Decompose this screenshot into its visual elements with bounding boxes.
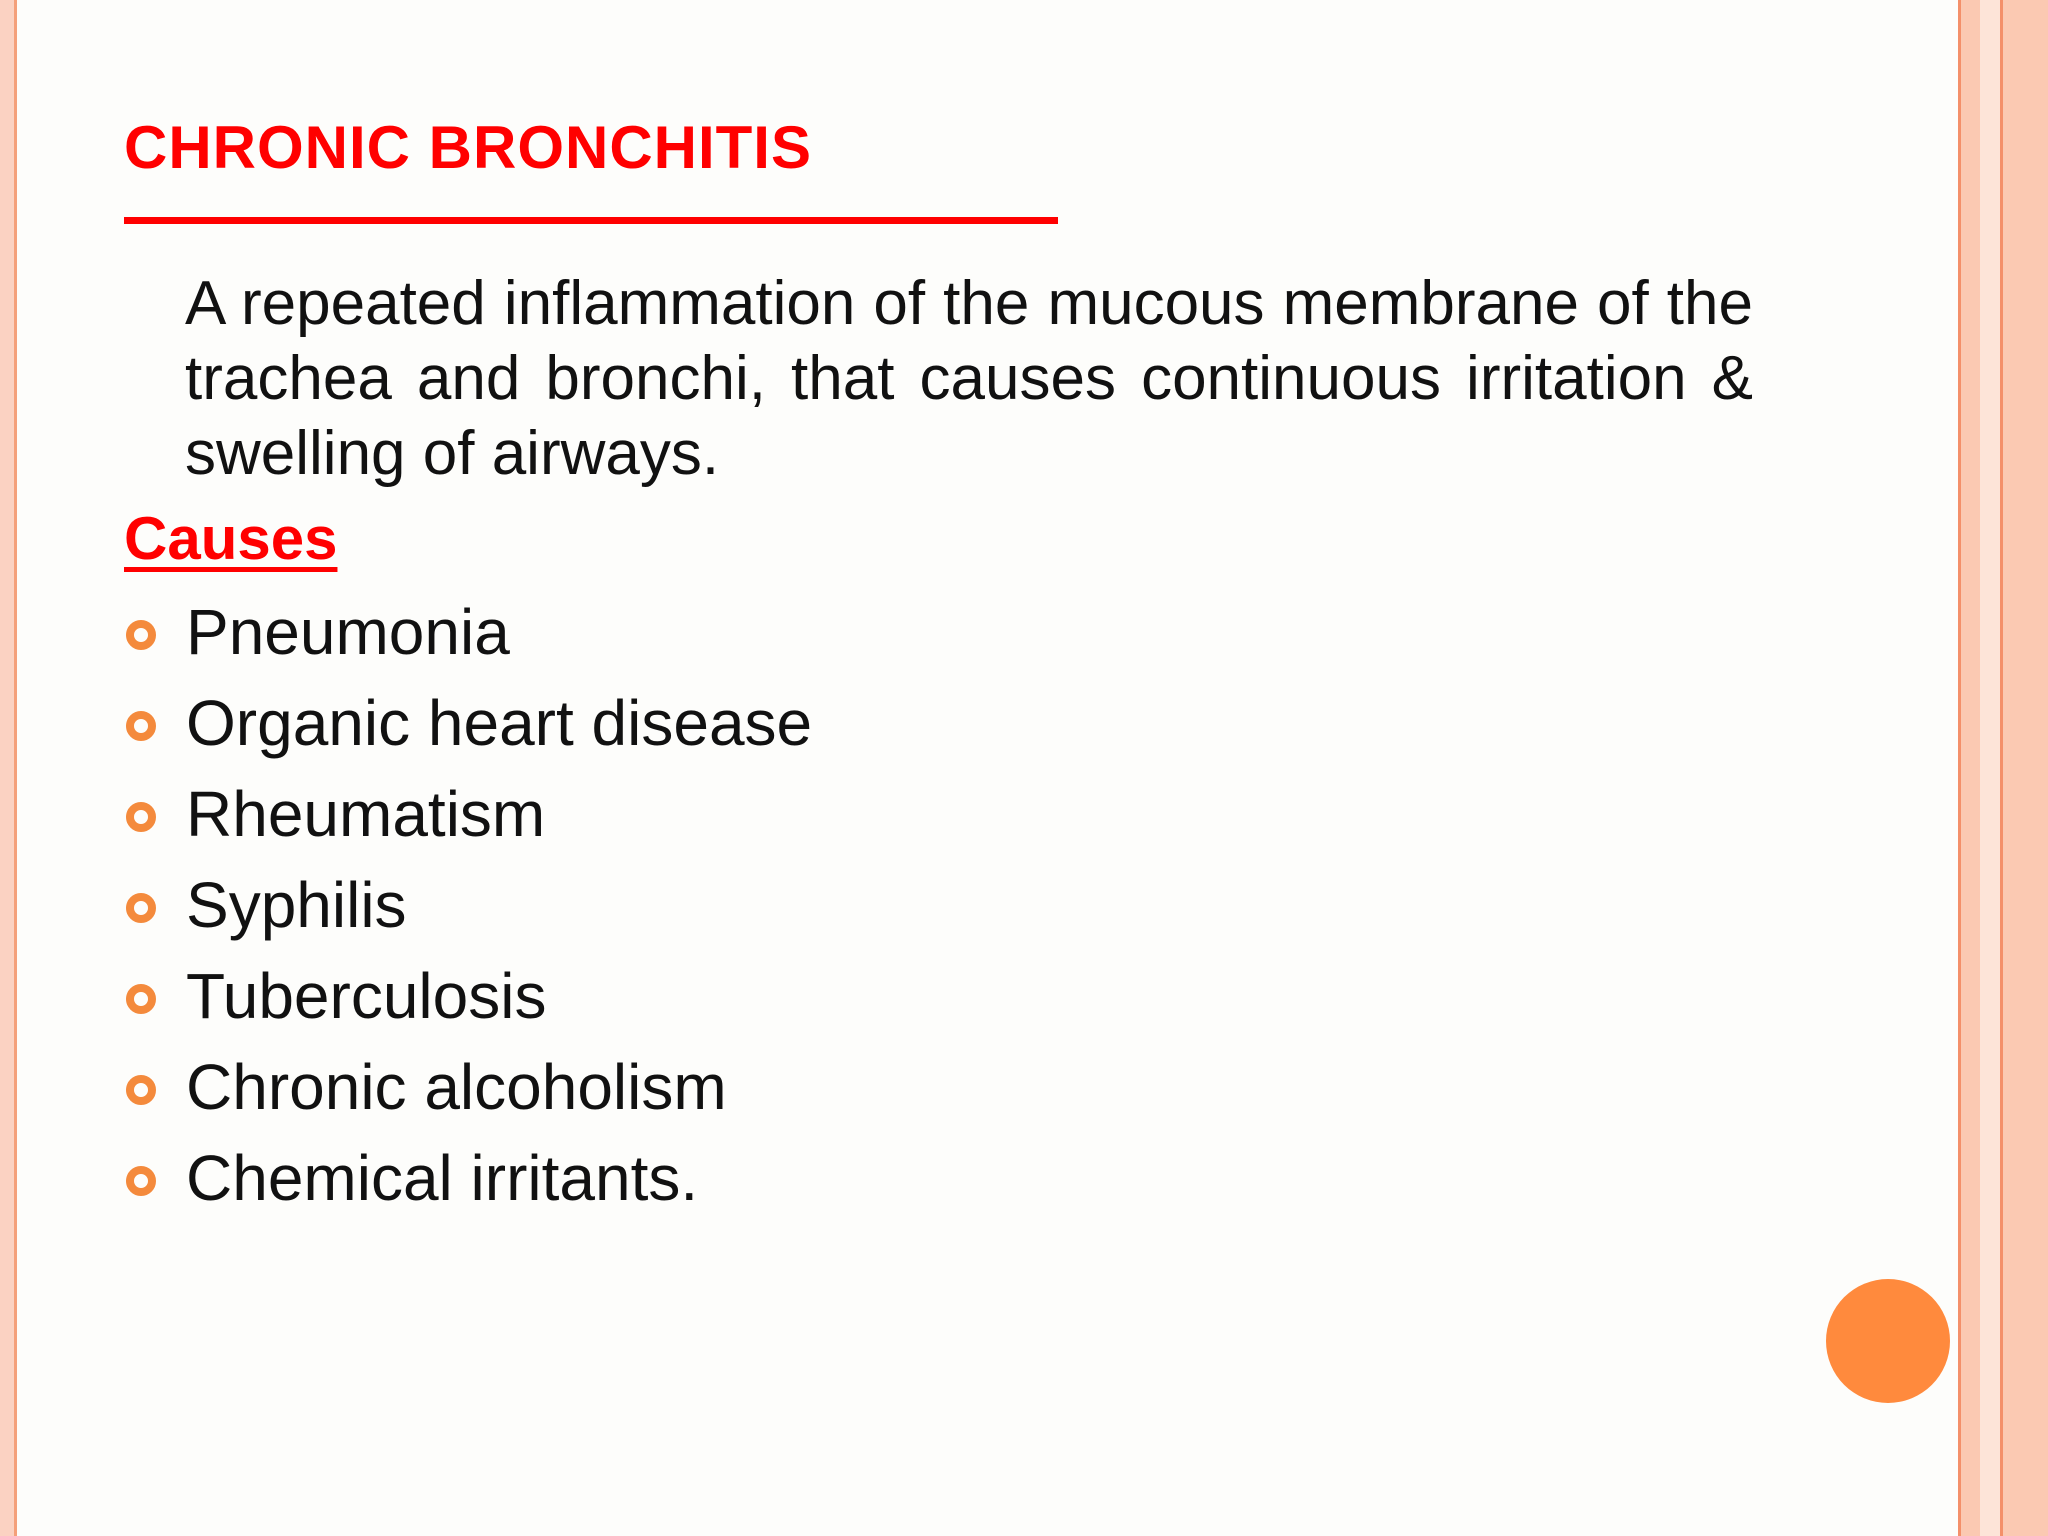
bullet-icon (126, 1075, 156, 1105)
list-item (124, 592, 812, 683)
bullet-icon (126, 984, 156, 1014)
right-border-band (1980, 0, 2000, 1536)
slide-title: CHRONIC BRONCHITIS (124, 114, 812, 181)
cause-label: Pneumonia (186, 596, 510, 668)
bullet-icon (126, 1166, 156, 1196)
causes-list (124, 592, 812, 1229)
cause-label: Syphilis (186, 869, 407, 941)
list-item (124, 956, 812, 1047)
cause-label: Tuberculosis (186, 960, 547, 1032)
orange-circle-icon (1826, 1279, 1950, 1403)
left-border-line (14, 0, 17, 1536)
title-underline (124, 217, 1058, 224)
right-border-line-inner (2000, 0, 2003, 1536)
causes-heading: Causes (124, 505, 338, 572)
bullet-icon (126, 802, 156, 832)
bullet-icon (126, 620, 156, 650)
list-item (124, 1047, 812, 1138)
bullet-icon (126, 893, 156, 923)
right-border-line (1958, 0, 1961, 1536)
cause-label: Chronic alcoholism (186, 1051, 727, 1123)
cause-label: Organic heart disease (186, 687, 813, 759)
list-item (124, 865, 812, 956)
list-item (124, 683, 812, 774)
list-item (124, 774, 812, 865)
list-item (124, 1138, 812, 1229)
right-border-area (1960, 0, 2048, 1536)
definition-text: A repeated inflammation of the mucous membrane of the trachea and bronchi, that causes continuous irritation & swelling of airways. (185, 269, 1753, 488)
cause-label: Chemical irritants. (186, 1142, 699, 1214)
left-border-stripe (0, 0, 14, 1536)
bullet-icon (126, 711, 156, 741)
cause-label: Rheumatism (186, 778, 546, 850)
